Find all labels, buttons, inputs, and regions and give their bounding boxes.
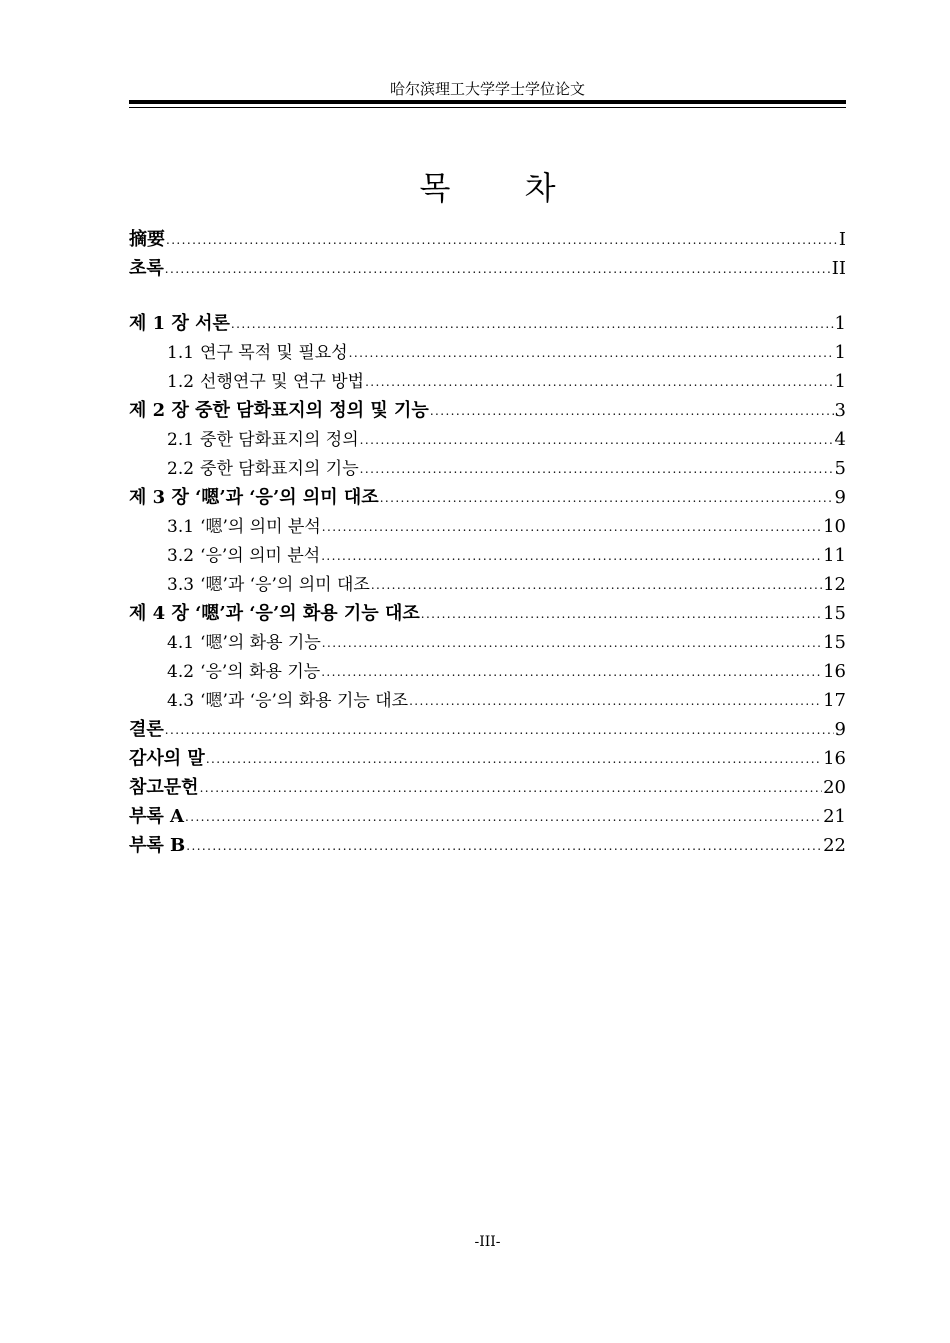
toc-dot-leader [231, 310, 834, 338]
toc-spacer [129, 283, 846, 309]
toc-entry-label [129, 773, 199, 802]
toc-entry-text: 제 1 장 서론 [129, 313, 230, 334]
running-header-title: 哈尔滨理工大学学士学位论文 [389, 80, 585, 98]
toc-entry[interactable] [129, 773, 846, 802]
toc-entry-text: 제 3 장 ‘嗯’과 ‘응’의 의미 대조 [129, 487, 379, 508]
toc-dot-leader [165, 716, 834, 744]
toc-entry-page: 10 [823, 516, 846, 537]
toc-entry-number: 1.1 [167, 343, 195, 363]
toc-entry-page: I [838, 229, 846, 250]
toc-entry-label [129, 831, 185, 860]
toc-entry[interactable] [129, 802, 846, 831]
toc-entry-text: 제 4 장 ‘嗯’과 ‘응’의 화용 기능 대조 [129, 603, 420, 624]
toc-entry-text: 부록 B [129, 835, 186, 856]
header-rule-thin [129, 107, 846, 108]
toc-entry-page: 1 [834, 371, 846, 392]
toc-entry-text: 摘要 [129, 229, 165, 250]
toc-entry[interactable] [129, 425, 846, 454]
toc-dot-leader [185, 803, 822, 831]
toc-entry-number: 3.3 [167, 575, 195, 595]
toc-entry[interactable] [129, 454, 846, 483]
toc-dot-leader [421, 600, 822, 628]
toc-entry[interactable] [129, 628, 846, 657]
table-of-contents [129, 225, 846, 860]
toc-entry-label [167, 455, 359, 483]
toc-entry[interactable] [129, 225, 846, 254]
toc-dot-leader [321, 542, 822, 570]
toc-entry-page: 11 [823, 545, 846, 566]
toc-dot-leader [166, 226, 838, 254]
toc-entry-number: 1.2 [167, 372, 195, 392]
toc-entry-page: 1 [834, 342, 846, 363]
toc-entry-text: ‘嗯’의 의미 분석 [200, 517, 321, 537]
toc-entry-label [129, 744, 205, 773]
toc-entry-label [167, 426, 359, 454]
toc-entry[interactable] [129, 715, 846, 744]
toc-entry-number: 4.2 [167, 662, 195, 682]
toc-entry-label [167, 368, 364, 396]
toc-entry-number: 2.1 [167, 430, 195, 450]
toc-entry[interactable] [129, 541, 846, 570]
toc-heading: 목 차 [419, 169, 588, 207]
toc-dot-leader [360, 455, 834, 483]
toc-entry-number: 2.2 [167, 459, 195, 479]
toc-entry-page: 9 [834, 719, 846, 740]
toc-entry-text: 감사의 말 [129, 748, 205, 769]
toc-entry-page: 9 [834, 487, 846, 508]
toc-dot-leader [200, 774, 823, 802]
toc-entry-text: ‘嗯’과 ‘응’의 화용 기능 대조 [200, 691, 409, 711]
toc-entry-label [129, 802, 184, 831]
toc-entry-text: 결론 [129, 719, 164, 740]
toc-entry-page: 5 [834, 458, 846, 479]
toc-entry-label [167, 687, 408, 715]
toc-dot-leader [186, 832, 822, 860]
toc-entry-page: 16 [823, 661, 846, 682]
toc-entry-label [129, 309, 230, 338]
toc-entry-page: 20 [823, 777, 846, 798]
toc-entry-text: 중한 담화표지의 기능 [200, 459, 359, 479]
toc-entry[interactable] [129, 599, 846, 628]
toc-entry-page: 3 [834, 400, 846, 421]
toc-entry-label [129, 599, 420, 628]
toc-entry-number: 4.1 [167, 633, 195, 653]
toc-entry[interactable] [129, 254, 846, 283]
toc-entry-text: 중한 담화표지의 정의 [200, 430, 359, 450]
toc-entry-page: 15 [823, 603, 846, 624]
toc-entry-page: 17 [823, 690, 846, 711]
toc-entry-text: 초록 [129, 258, 164, 279]
header-rule-thick [129, 100, 846, 104]
toc-entry-text: 제 2 장 중한 담화표지의 정의 및 기능 [129, 400, 429, 421]
toc-entry-page: 1 [834, 313, 846, 334]
toc-dot-leader [206, 745, 822, 773]
toc-entry-label [167, 542, 320, 570]
toc-dot-leader [322, 629, 822, 657]
toc-dot-leader [380, 484, 834, 512]
toc-dot-leader [349, 339, 834, 367]
toc-entry[interactable] [129, 367, 846, 396]
toc-dot-leader [165, 255, 831, 283]
toc-entry-label [167, 629, 321, 657]
toc-entry-label [129, 396, 429, 425]
toc-dot-leader [409, 687, 822, 715]
toc-entry-label [167, 658, 320, 686]
toc-entry-text: ‘응’의 의미 분석 [200, 546, 321, 566]
toc-dot-leader [371, 571, 822, 599]
toc-entry-text: 참고문헌 [129, 777, 199, 798]
toc-entry-label [129, 254, 164, 283]
toc-entry[interactable] [129, 686, 846, 715]
toc-entry-text: 연구 목적 및 필요성 [200, 343, 348, 363]
toc-dot-leader [365, 368, 833, 396]
toc-entry-label [167, 571, 370, 599]
toc-entry[interactable] [129, 744, 846, 773]
toc-entry-page: 22 [823, 835, 846, 856]
toc-entry[interactable] [129, 657, 846, 686]
toc-entry[interactable] [129, 309, 846, 338]
toc-dot-leader [430, 397, 834, 425]
toc-dot-leader [321, 658, 822, 686]
toc-entry-label [167, 339, 348, 367]
toc-entry-number: 3.1 [167, 517, 195, 537]
toc-entry-number: 3.2 [167, 546, 195, 566]
toc-entry-label [167, 513, 321, 541]
toc-entry-page: II [831, 258, 846, 279]
toc-entry-number: 4.3 [167, 691, 195, 711]
toc-entry-page: 4 [834, 429, 846, 450]
toc-entry-page: 16 [823, 748, 846, 769]
toc-entry-text: ‘응’의 화용 기능 [200, 662, 321, 682]
toc-entry-text: ‘嗯’과 ‘응’의 의미 대조 [200, 575, 370, 595]
toc-entry-page: 15 [823, 632, 846, 653]
toc-entry-label [129, 483, 379, 512]
toc-entry[interactable] [129, 512, 846, 541]
toc-entry-text: 부록 A [129, 806, 185, 827]
toc-entry-page: 12 [823, 574, 846, 595]
toc-entry-page: 21 [823, 806, 846, 827]
toc-entry-label [129, 225, 165, 254]
toc-dot-leader [322, 513, 822, 541]
toc-entry-text: ‘嗯’의 화용 기능 [200, 633, 321, 653]
toc-entry-text: 선행연구 및 연구 방법 [200, 372, 365, 392]
toc-dot-leader [360, 426, 834, 454]
toc-entry[interactable] [129, 396, 846, 425]
footer-page-number: -III- [474, 1234, 501, 1250]
toc-entry[interactable] [129, 831, 846, 860]
toc-entry[interactable] [129, 570, 846, 599]
toc-entry-label [129, 715, 164, 744]
toc-entry[interactable] [129, 338, 846, 367]
toc-entry[interactable] [129, 483, 846, 512]
